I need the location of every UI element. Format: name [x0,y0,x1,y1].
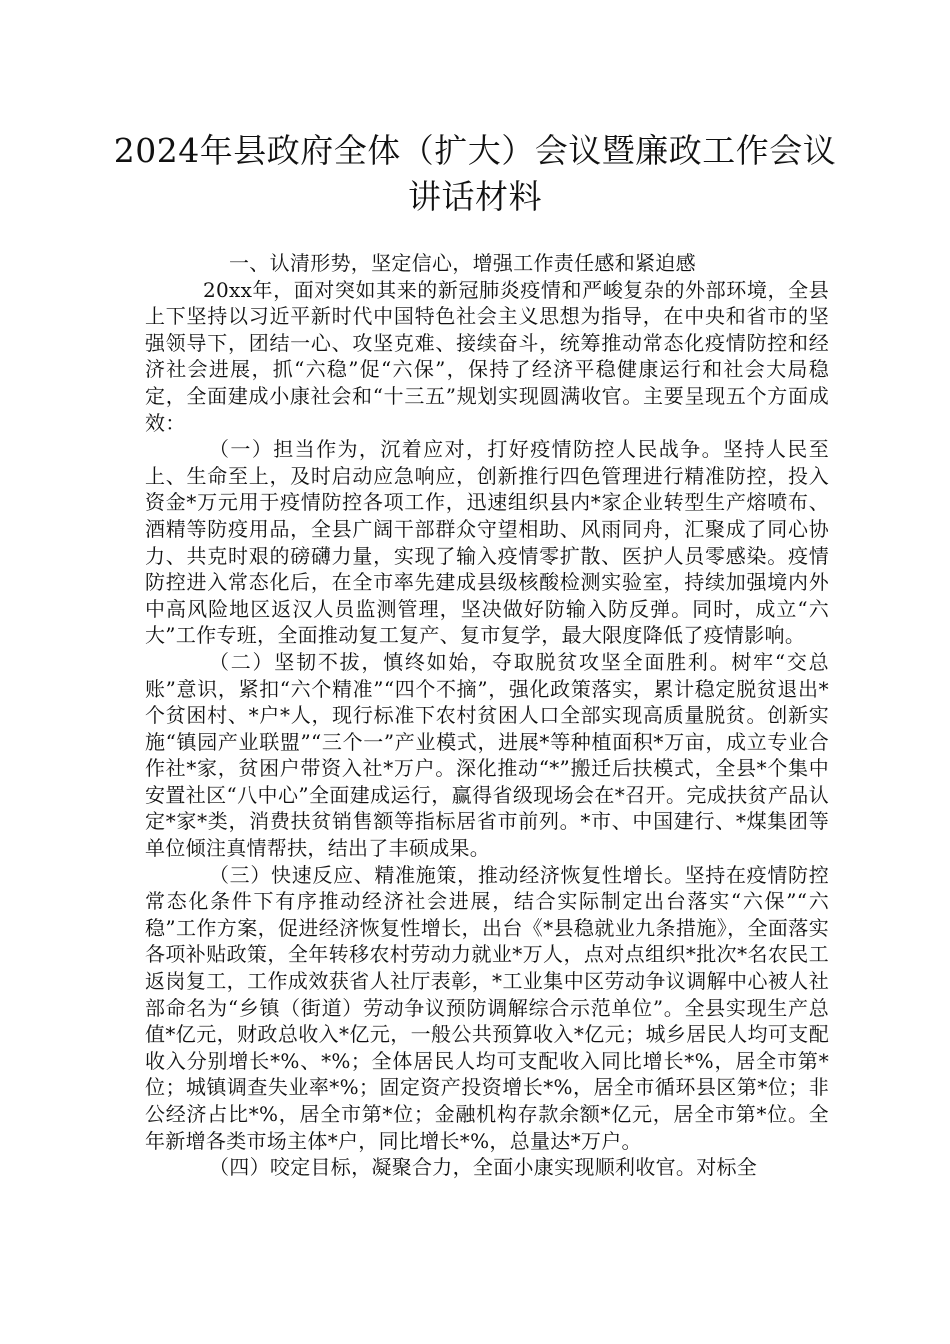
paragraph-epidemic-control: （一）担当作为，沉着应对，打好疫情防控人民战争。坚持人民至上、生命至上，及时启动应急响应，创新推行四色管理进行精准防控，投入资金*万元用于疫情防控各项工作，迅速组织县内*家企业转型生产熔喷布、酒精等防疫用品，全县广阔干部群众守望相助、风雨同舟，汇聚成了同心协力、共克时艰的磅礴力量，实现了输入疫情零扩散、医护人员零感染。疫情防控进入常态化后，在全市率先建成县级核酸检测实验室，持续加强境内外中高风险地区返汉人员监测管理，坚决做好防输入防反弹。同时，成立“六大”工作专班，全面推动复工复产、复市复学，最大限度降低了疫情影响。 [145,437,829,648]
section-heading: 一、认清形势，坚定信心，增强工作责任感和紧迫感 [229,251,696,275]
paragraph-economic-recovery: （三）快速反应、精准施策，推动经济恢复性增长。坚持在疫情防控常态化条件下有序推动经济社会进展，结合实际制定出台落实“六保”“六稳”工作方案，促进经济恢复性增长，出台《*县稳就业九条措施》，全面落实各项补贴政策，全年转移农村劳动力就业*万人，点对点组织*批次*名农民工返岗复工，工作成效获省人社厅表彰，*工业集中区劳动争议调解中心被人社部命名为“乡镇（街道）劳动争议预防调解综合示范单位”。全县实现生产总值*亿元，财政总收入*亿元，一般公共预算收入*亿元；城乡居民人均可支配收入分别增长*%、*%；全体居民人均可支配收入同比增长*%，居全市第*位；城镇调查失业率*%；固定资产投资增长*%，居全市循环县区第*位；非公经济占比*%，居全市第*位；金融机构存款余额*亿元，居全市第*位。全年新增各类市场主体*户，同比增长*%，总量达*万户。 [145,862,829,1153]
document-title: 2024年县政府全体（扩大）会议暨廉政工作会议讲话材料 [113,131,837,216]
paragraph-moderate-prosperity: （四）咬定目标，凝聚合力，全面小康实现顺利收官。对标全 [209,1155,758,1180]
paragraph-intro: 20xx年，面对突如其来的新冠肺炎疫情和严峻复杂的外部环境，全县上下坚持以习近平新时代中国特色社会主义思想为指导，在中央和省市的坚强领导下，团结一心、攻坚克难、接续奋斗，统筹推动常态化疫情防控和经济社会进展，抓“六稳”促“六保”，保持了经济平稳健康运行和社会大局稳定，全面建成小康社会和“十三五”规划实现圆满收官。主要呈现五个方面成效： [145,277,829,435]
paragraph-poverty-alleviation: （二）坚韧不拔，慎终如始，夺取脱贫攻坚全面胜利。树牢“交总账”意识，紧扣“六个精准”“四个不摘”，强化政策落实，累计稳定脱贫退出*个贫困村、*户*人，现行标准下农村贫困人口全部实现高质量脱贫。创新实施“镇园产业联盟”“三个一”产业模式，进展*等种植面积*万亩，成立专业合作社*家，贫困户带资入社*万户。深化推动“*”搬迁后扶模式，全县*个集中安置社区“八中心”全面建成运行，赢得省级现场会在*召开。完成扶贫产品认定*家*类，消费扶贫销售额等指标居省市前列。*市、中国建行、*煤集团等单位倾注真情帮扶，结出了丰硕成果。 [145,649,829,861]
document-body [145,250,829,1181]
